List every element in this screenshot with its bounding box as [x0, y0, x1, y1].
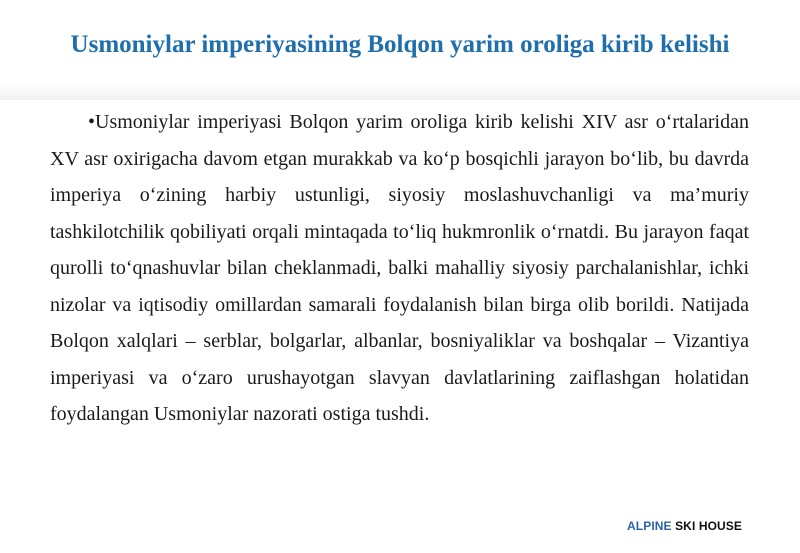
body-paragraph: [50, 104, 749, 433]
bullet-marker: •: [88, 111, 96, 133]
footer-brand-logo: [627, 519, 742, 533]
paragraph-text: Usmoniylar imperiyasi Bolqon yarim oroliga kirib kelishi XIV asr o‘rtalaridan XV asr oxirigacha davom etgan murakkab va ko‘p bosqichli jarayon bo‘lib, bu davrda imperiya o‘zining harbiy ustunligi, siyosiy moslashuvchanligi va ma’muriy tashkilotchilik qobiliyati orqali mintaqada to‘liq hukmronlik o‘rnatdi. Bu jarayon faqat qurolli to‘qnashuvlar bilan cheklanmadi, balki mahalliy siyosiy parchalanishlar, ichki nizolar va iqtisodiy omillardan samarali foydalanish bilan birga olib borildi. Natijada Bolqon xalqlari – serblar, bolgarlar, albanlar, bosniyaliklar va boshqalar – Vizantiya imperiyasi va o‘zaro urushayotgan slavyan davlatlarining zaiflashgan holatidan foydalangan Usmoniylar nazorati ostiga tushdi.: [50, 111, 749, 425]
brand-word-alpine: ALPINE: [627, 519, 672, 533]
slide-title: Usmoniylar imperiyasining Bolqon yarim oroliga kirib kelishi: [70, 31, 730, 58]
brand-word-ski-house: SKI HOUSE: [675, 519, 742, 533]
